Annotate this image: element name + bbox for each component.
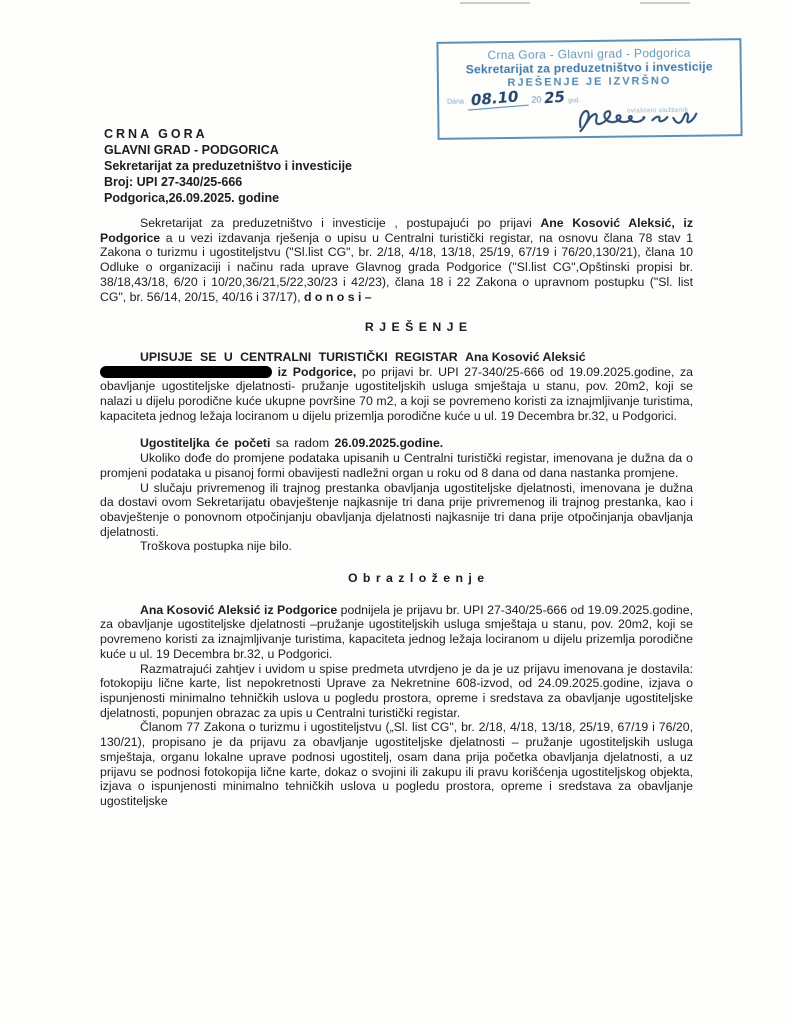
stamp-org-line: Sekretarijat za preduzetništvo i investicije — [465, 59, 713, 77]
enactment-paragraph — [100, 350, 693, 424]
letterhead-place-date: Podgorica,26.09.2025. godine — [104, 191, 280, 205]
scan-artifact — [640, 2, 690, 4]
text-segment: Ana Kosović Aleksić — [465, 349, 586, 364]
explanation-paragraph-1 — [100, 603, 693, 662]
stamp-status-line: RJEŠENJE JE IZVRŠNO — [507, 74, 672, 90]
intro-paragraph — [100, 216, 693, 304]
executed-stamp — [436, 38, 742, 140]
letterhead-city: GLAVNI GRAD - PODGORICA — [104, 143, 279, 157]
start-date-paragraph — [100, 436, 693, 451]
explanation-paragraph-3 — [100, 720, 693, 808]
stamp-year-prefix: 20 — [531, 94, 542, 105]
text-segment: po prijavi br. UPI 27-340/25-666 od 19.09.2025.godine, za obavljanje ugostiteljske djelatnosti- pružanje ugostiteljskih usluga smještaja u stanu, pov. 20m2, koji se nalazi u dijelu porodične kuće ukupne površine 70 m2, a koji se povremeno koristi za iznajmljivanje turistima, kapaciteta jednog ležaja lociranom u dijelu prizemlja porodične kuće u ul. 19 Decembra br.32, u Podgorici. — [100, 364, 693, 423]
handwritten-year: 25 — [543, 87, 566, 108]
text-segment: Članom 77 Zakona o turizmu i ugostiteljstvu („Sl. list CG", br. 2/18, 4/18, 13/18, 25/19, 67/19 i 76/20, 130/21), propisano je da prijavu za obavljanje ugostiteljske djelatnosti – pružanje ugostiteljskih usluga smještaja, organu lokalne uprave podnosi ugostitelj, osam dana prija početka obavljanja djelatnosti, a uz prijavu se podnosi fotokopija lične karte, dokaz o svojini ili zakupu ili pravu korišćenja ugostiteljskog objekta, izjava o ispunjenosti minimalno tehničkih uslova u pogledu prostora, opreme i sredstava za obavljanje ugostiteljske — [100, 720, 693, 808]
scan-artifact — [460, 2, 530, 4]
letterhead-case-number: Broj: UPI 27-340/25-666 — [104, 175, 243, 189]
text-segment: Troškova postupka nije bilo. — [140, 539, 292, 554]
explanation-heading: O b r a z l o ž e n j e — [347, 571, 486, 586]
text-segment: a u vezi izdavanja rješenja o upisu u Centralni turistički registar, na osnovu člana 78 stav 1 Zakona o turizmu i ugostiteljstvu ("Sl.list CG", br. 2/18, 4/18, 13/18, 25/19, 67/19 i 76/20,130/21), člana 10 Odluke o organizaciji i načinu rada uprave Glavnog grada Podgorice ("Sl.list CG",Opštinski propisi br. 38/18,43/18, 6/20 i 10/20,36/21,5/22,30/23 i 42/23), člana 18 i 22 Zakona o upravnom postupku ("Sl. list CG", br. 56/14, 20/15, 40/16 i 37/17), — [100, 230, 693, 304]
letterhead-department: Sekretarijat za preduzetništvo i investicije — [104, 159, 353, 173]
document-body — [100, 216, 693, 809]
text-segment: sa radom — [270, 436, 335, 451]
text-segment: iz Podgorice, — [272, 364, 362, 379]
explanation-paragraph-2 — [100, 662, 693, 721]
text-segment: UPISUJE SE U CENTRALNI TURISTIČKI REGISTAR — [140, 349, 466, 364]
text-segment: Ugostiteljka će početi — [140, 436, 271, 451]
text-segment: 26.09.2025.godine. — [334, 436, 444, 451]
text-segment: podnijela je prijavu br. UPI 27-340/25-666 od 19.09.2025.godine, za obavljanje ugostiteljske djelatnosti –pružanje ugostiteljskih usluga smještaja u stanu, pov. 20m2, koji se povremeno koristi za iznajmljivanje turistima, kapaciteta jednog ležaja lociranom u dijelu prizemlja porodične kuće u ul. 19 Decembra br.32, u Podgorici. — [100, 602, 693, 661]
redaction-bar — [100, 366, 272, 378]
cessation-notice-paragraph — [100, 481, 693, 540]
letterhead-country: CRNA GORA — [104, 127, 208, 141]
text-segment: U slučaju privremenog ili trajnog prestanka obavljanja ugostiteljske djelatnosti, imenovana je dužna da dostavi ovom Sekretarijatu obavještenje najkasnije tri dana prije privremenog ili trajnog prestanka, kao i obavještenje o ponovnom otpočinjanju obavljanja djelatnosti najkasnije tri dana prije otpočinjanja obavljanja djelatnosti. — [100, 480, 693, 539]
letterhead — [104, 126, 352, 206]
text-segment: Sekretarijat za preduzetništvo i investicije , postupajući po prijavi — [140, 216, 541, 230]
officer-label: ovlašćeni službenik — [627, 107, 689, 115]
costs-paragraph — [100, 539, 693, 554]
text-segment: Ukoliko dođe do promjene podataka upisanih u Centralni turistički registar, imenovana je dužna da o promjeni podataka u pisanoj formi obavijesti nadležni organ u roku od 8 dana od dana nastanka promjene. — [100, 451, 693, 480]
signature-handwriting-icon — [572, 100, 712, 138]
stamp-year-suffix: god. — [568, 98, 580, 105]
text-segment: Ane Kosović Aleksić, iz Podgorice — [100, 216, 693, 245]
text-segment: Razmatrajući zahtjev i uvidom u spise predmeta utvrdjeno je da je uz prijavu imenovana je dostavila: fotokopiju lične karte, list nepokretnosti Uprave za Nekretnine 608-izvod, od 24.09.2025.godine, izjava o ispunjenosti minimalno tehničkih uslova u pogledu prostora, opreme i sredstava za obavljanje ugostiteljske djelatnosti, popunjen obrazac za upis u Centralni turistički registar. — [100, 661, 693, 720]
stamp-date-label: Dana — [447, 98, 464, 106]
text-segment: Ana Kosović Aleksić iz Podgorice — [140, 602, 338, 617]
stamp-region-line: Crna Gora - Glavni grad - Podgorica — [487, 45, 691, 63]
decision-heading: R J E Š E N J E — [364, 320, 469, 335]
text-segment: d o n o s i – — [303, 289, 372, 304]
change-notice-paragraph — [100, 451, 693, 480]
handwritten-date: 08.10 — [466, 89, 529, 111]
